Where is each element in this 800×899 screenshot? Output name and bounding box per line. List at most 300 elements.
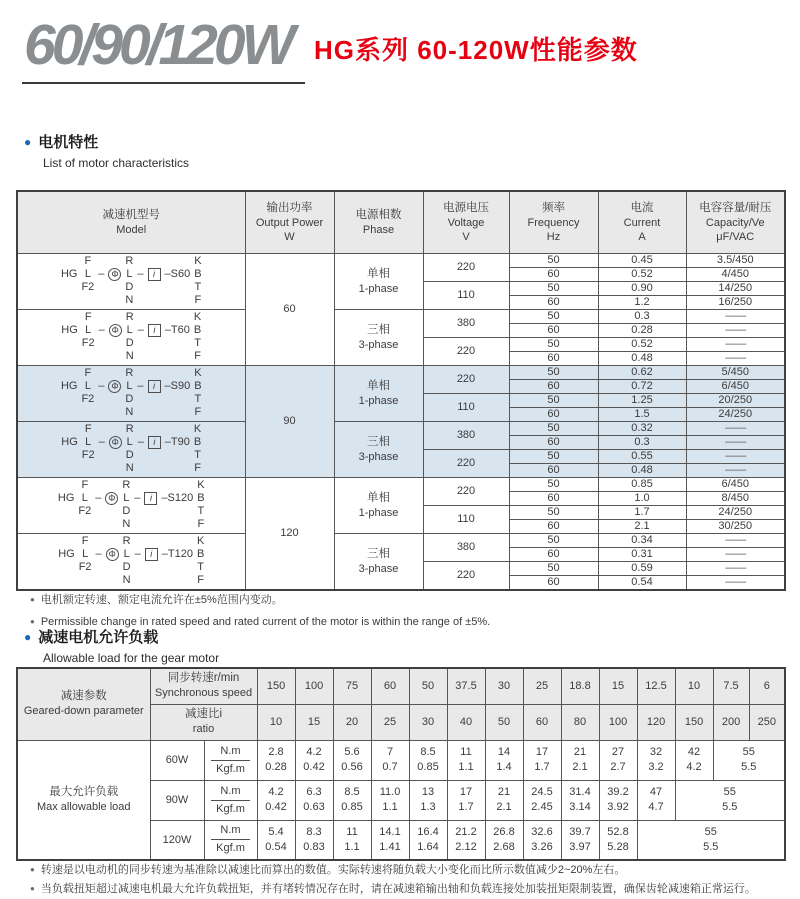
model-segment: HG [57,492,75,504]
motor-table-row [17,253,785,267]
model-option-stack: F L F2 [81,311,95,349]
torque-kgfm: 2.68 [493,840,515,853]
current-cell: 0.48 [598,463,686,477]
torque-kgfm: 0.7 [382,761,398,773]
model-segment: – [95,492,102,504]
power-label-cell: 120W [150,820,204,860]
capacity-cell: 24/250 [686,407,785,421]
phase-cell [334,477,423,533]
frame-placeholder-icon: Φ [106,548,119,561]
phase-en: 1-phase [358,394,399,407]
torque-kgfm: 5.5 [703,840,719,853]
current-cell: 0.31 [598,547,686,561]
phase-en: 1-phase [358,506,399,519]
torque-kgfm: 3.2 [648,761,664,773]
motor-characteristics-table [16,190,786,591]
capacity-cell: —— [686,449,785,463]
model-segment: – [98,268,105,280]
frame-placeholder-icon: Φ [109,324,122,337]
torque-nm: 17 [535,746,549,758]
torque-cell [371,780,409,820]
torque-cell [637,740,675,780]
ratio-value-cell: 150 [675,704,713,740]
max-load-label [17,740,150,860]
capacity-cell: —— [686,435,785,449]
model-option-stack: K B T F [197,479,205,530]
model-option-stack: K B T F [194,255,202,306]
speed-value-cell: 60 [371,668,409,704]
frame-placeholder-icon [109,311,122,363]
speed-header-en: Synchronous speed [154,687,253,700]
frequency-cell: 60 [509,379,598,393]
section-allowable-load [24,626,219,665]
param-header-en: Geared-down parameter [23,705,144,718]
section2-title-zh: ● 减速电机允许负载 [24,629,159,646]
ratio-value-cell: 100 [599,704,637,740]
torque-kgfm: 1.3 [420,801,436,813]
ratio-value-cell: 15 [295,704,333,740]
capacity-cell: 24/250 [686,505,785,519]
torque-kgfm: 1.1 [458,761,474,773]
column-header-zh: 电源电压 [443,201,489,214]
current-cell: 1.5 [598,407,686,421]
torque-kgfm: 1.1 [344,840,360,853]
torque-nm: 11.0 [379,786,401,798]
phase-zh: 三相 [367,323,390,336]
model-segment: – [134,548,141,560]
model-segment: HG [60,380,78,392]
unit-kgfm: Kgf.m [216,762,245,775]
model-code [18,479,245,531]
ratio-value-cell: 10 [257,704,295,740]
current-cell: 0.85 [598,477,686,491]
torque-kgfm: 4.2 [686,761,702,773]
ratio-placeholder-icon [144,479,157,531]
speed-value-cell: 18.8 [561,668,599,704]
capacity-cell: —— [686,309,785,323]
model-segment: –T60 [164,324,190,336]
current-cell: 0.59 [598,561,686,575]
motor-table-row [17,533,785,547]
unit-nm: N.m [211,784,250,801]
current-cell: 0.55 [598,449,686,463]
torque-cell [599,780,637,820]
capacity-cell: 6/450 [686,477,785,491]
current-cell: 0.34 [598,533,686,547]
frequency-cell: 50 [509,449,598,463]
current-cell: 0.54 [598,575,686,590]
capacity-cell: —— [686,337,785,351]
frequency-cell: 60 [509,295,598,309]
ratio-value-cell: 250 [749,704,785,740]
frame-placeholder-icon [105,479,118,531]
phase-en: 3-phase [358,450,399,463]
current-cell: 0.52 [598,267,686,281]
torque-cell [523,740,561,780]
torque-kgfm: 0.63 [303,801,325,813]
frequency-cell: 50 [509,477,598,491]
model-cell [17,309,245,365]
torque-cell [295,780,333,820]
current-cell: 1.0 [598,491,686,505]
column-header-unit: μF/VAC [716,230,755,243]
torque-nm: 16.4 [417,825,439,838]
torque-nm: 11 [460,746,472,758]
model-segment: – [98,436,105,448]
column-header-unit: W [284,230,295,243]
voltage-cell: 110 [423,281,509,309]
frame-placeholder-icon [106,535,119,587]
capacity-cell: —— [686,547,785,561]
capacity-cell: 5/450 [686,365,785,379]
current-cell: 0.32 [598,421,686,435]
ratio-placeholder-icon [148,311,161,363]
column-header [686,191,785,253]
current-cell: 0.3 [598,435,686,449]
model-option-stack: F L F2 [81,255,95,293]
torque-cell [561,780,599,820]
load-table-notes [30,861,756,899]
model-segment: HG [61,436,78,448]
unit-kgfm: Kgf.m [216,842,245,855]
torque-nm: 4.2 [268,786,284,798]
frequency-cell: 60 [509,491,598,505]
ratio-value-cell: 40 [447,704,485,740]
note-bullet-icon: ● [30,595,35,604]
voltage-cell: 220 [423,561,509,590]
model-option-stack: R L D N [125,311,134,362]
unit-nm: N.m [211,823,250,840]
torque-cell [371,740,409,780]
model-segment: –S60 [164,268,191,280]
bullet-icon: ● [24,630,32,644]
capacity-cell: —— [686,323,785,337]
voltage-cell: 220 [423,449,509,477]
model-option-stack: F L F2 [78,535,92,573]
column-header [17,191,245,253]
torque-kgfm: 1.1 [382,801,398,813]
column-header-en: Phase [362,223,395,236]
frequency-cell: 50 [509,505,598,519]
torque-kgfm: 2.1 [572,761,588,773]
column-header-zh: 输出功率 [266,201,313,214]
frequency-cell: 60 [509,519,598,533]
frequency-cell: 60 [509,323,598,337]
speed-value-cell: 15 [599,668,637,704]
unit-fraction [211,784,250,817]
frequency-cell: 60 [509,351,598,365]
current-cell: 2.1 [598,519,686,533]
frequency-cell: 50 [509,337,598,351]
torque-kgfm: 2.12 [455,840,477,853]
load-table-row [17,740,785,780]
column-header-unit: A [638,230,646,243]
model-option-stack: K B T F [193,423,202,474]
column-header [423,191,509,253]
torque-cell [257,740,295,780]
capacity-cell: —— [686,421,785,435]
note-bullet-icon: ● [30,617,35,626]
current-cell: 1.25 [598,393,686,407]
torque-cell-merged [675,780,785,820]
frequency-cell: 60 [509,267,598,281]
model-segment: – [134,492,141,504]
phase-zh: 单相 [367,267,390,280]
voltage-cell: 220 [423,253,509,281]
torque-nm: 26.8 [493,825,515,838]
ratio-placeholder-icon [148,423,161,475]
current-cell: 0.3 [598,309,686,323]
torque-cell [333,780,371,820]
column-header [598,191,686,253]
torque-nm: 14.1 [379,825,401,838]
torque-kgfm: 3.97 [569,840,591,853]
torque-kgfm: 4.7 [648,801,664,813]
torque-kgfm: 1.4 [496,761,512,773]
model-segment: HG [61,324,78,336]
capacity-cell: —— [686,463,785,477]
torque-cell-merged [713,740,785,780]
model-option-stack: K B T F [196,535,205,586]
torque-nm: 55 [723,786,736,798]
torque-cell [485,740,523,780]
torque-cell [599,820,637,860]
frequency-cell: 50 [509,365,598,379]
frequency-cell: 60 [509,575,598,590]
model-option-stack: R L D N [122,535,131,586]
max-load-zh: 最大允许负载 [49,785,119,798]
frequency-cell: 50 [509,393,598,407]
capacity-cell: 16/250 [686,295,785,309]
phase-zh: 三相 [367,435,390,448]
ratio-header [150,704,257,740]
power-label-cell: 90W [150,780,204,820]
model-cell [17,533,245,590]
model-segment: –T90 [164,436,190,448]
torque-nm: 21 [573,746,587,758]
allowable-load-table [16,667,786,861]
torque-cell [637,780,675,820]
ratio-value-cell: 60 [523,704,561,740]
speed-header-zh: 同步转速r/min [167,672,240,685]
torque-cell [295,740,333,780]
torque-nm: 6.3 [306,786,322,798]
torque-cell [257,780,295,820]
model-option-stack: F L F2 [81,423,95,461]
capacity-cell: 3.5/450 [686,253,785,267]
column-header-unit: Hz [546,230,561,243]
phase-zh: 单相 [367,379,390,392]
bullet-icon: ● [24,135,32,149]
frame-placeholder-icon: Φ [105,492,118,505]
column-header-en: Current [623,216,661,229]
phase-cell [334,365,423,421]
frequency-cell: 50 [509,533,598,547]
model-option-stack: F L F2 [81,367,95,405]
torque-cell [333,740,371,780]
capacity-cell: 8/450 [686,491,785,505]
ratio-value-cell: 30 [409,704,447,740]
torque-kgfm: 5.5 [722,801,738,813]
model-cell [17,365,245,421]
speed-value-cell: 25 [523,668,561,704]
model-code [18,423,245,475]
current-cell: 0.28 [598,323,686,337]
frame-placeholder-icon [108,255,121,307]
speed-value-cell: 37.5 [447,668,485,704]
torque-cell [523,820,561,860]
torque-nm: 32.6 [531,825,553,838]
speed-value-cell: 7.5 [713,668,749,704]
column-header-en: Output Power [255,216,324,229]
note-line: ● 转速是以电动机的同步转速为基准除以减速比而算出的数值。实际转速将随负载大小变化而比所示数值减少2~20%左右。 [30,864,626,876]
frame-placeholder-icon [109,423,122,475]
model-code [18,535,245,587]
torque-nm: 47 [649,786,663,798]
column-header [245,191,334,253]
torque-cell [409,820,447,860]
ratio-placeholder-icon: i [144,492,157,505]
model-segment: – [98,380,105,392]
capacity-cell: 6/450 [686,379,785,393]
unit-cell [204,740,257,780]
column-header [334,191,423,253]
model-segment: –T120 [161,548,193,560]
torque-kgfm: 0.54 [265,840,287,853]
note-bullet-icon: ● [30,865,35,874]
section1-title-en: List of motor characteristics [43,156,190,170]
capacity-cell: 14/250 [686,281,785,295]
ratio-header-zh: 减速比i [184,708,223,720]
frequency-cell: 50 [509,421,598,435]
torque-cell [333,820,371,860]
voltage-cell: 380 [423,309,509,337]
torque-kgfm: 1.7 [534,761,550,773]
torque-nm: 17 [459,786,473,798]
motor-table-row [17,421,785,435]
torque-nm: 2.8 [268,746,284,758]
torque-nm: 4.2 [306,746,322,758]
speed-value-cell: 100 [295,668,333,704]
ratio-placeholder-icon: i [148,324,161,337]
torque-kgfm: 2.45 [531,801,553,813]
torque-cell [561,820,599,860]
motor-table-header-row [17,191,785,253]
power-label-cell: 60W [150,740,204,780]
param-header [17,668,150,740]
torque-kgfm: 1.7 [458,801,474,813]
torque-cell [409,740,447,780]
torque-nm: 11 [346,825,358,838]
column-header-zh: 电流 [630,201,654,214]
torque-nm: 39.7 [569,825,591,838]
model-segment: HG [60,268,78,280]
torque-nm: 39.2 [607,786,629,798]
capacity-cell: 30/250 [686,519,785,533]
capacity-cell: —— [686,561,785,575]
voltage-cell: 220 [423,477,509,505]
phase-zh: 三相 [367,547,390,560]
frequency-cell: 50 [509,561,598,575]
phase-cell [334,421,423,477]
column-header [509,191,598,253]
model-segment: HG [58,548,75,560]
torque-nm: 24.5 [531,786,553,798]
note-line: ● Permissible change in rated speed and rated current of the motor is within the range of ±5%. [30,616,491,628]
torque-cell [447,820,485,860]
torque-cell [561,740,599,780]
model-segment: – [137,380,144,392]
frame-placeholder-icon [108,367,121,419]
model-segment: – [137,436,144,448]
torque-cell [485,780,523,820]
note-line: ● 电机额定转速、额定电流允许在±5%范围内变动。 [30,594,283,606]
model-segment: – [137,324,144,336]
frequency-cell: 60 [509,407,598,421]
model-segment: –S90 [164,380,191,392]
model-segment: – [137,268,144,280]
current-cell: 0.48 [598,351,686,365]
ratio-placeholder-icon [148,255,161,307]
frame-placeholder-icon: Φ [108,268,121,281]
torque-nm: 8.5 [420,746,436,758]
phase-cell [334,533,423,590]
torque-cell [409,780,447,820]
column-header-zh: 减速机型号 [102,208,160,221]
voltage-cell: 110 [423,505,509,533]
phase-en: 3-phase [358,562,399,575]
section2-title-en: Allowable load for the gear motor [43,651,220,665]
speed-value-cell: 150 [257,668,295,704]
motor-table-row [17,365,785,379]
unit-fraction [211,744,250,777]
current-cell: 0.62 [598,365,686,379]
unit-kgfm: Kgf.m [216,802,245,815]
column-header-en: Voltage [447,216,485,229]
torque-kgfm: 0.42 [303,761,325,773]
torque-cell-merged [637,820,785,860]
frequency-cell: 50 [509,281,598,295]
column-header-zh: 电源相数 [355,208,402,221]
ratio-value-cell: 80 [561,704,599,740]
torque-nm: 5.6 [344,746,360,758]
torque-nm: 55 [704,825,717,838]
load-table-header-row [17,668,785,704]
voltage-cell: 220 [423,365,509,393]
torque-kgfm: 2.7 [610,761,626,773]
model-cell [17,421,245,477]
torque-kgfm: 1.64 [417,840,439,853]
torque-nm: 8.5 [344,786,360,798]
model-code [18,255,245,307]
phase-cell [334,309,423,365]
torque-nm: 52.8 [607,825,629,838]
page-title: 60/90/120W [22,14,305,84]
column-header-en: Capacity/Ve [705,216,765,229]
speed-value-cell: 75 [333,668,371,704]
frequency-cell: 50 [509,309,598,323]
ratio-value-cell: 120 [637,704,675,740]
capacity-cell: 20/250 [686,393,785,407]
model-option-stack: K B T F [193,311,202,362]
output-power-cell: 90 [245,365,334,477]
frame-placeholder-icon: Φ [108,380,121,393]
torque-kgfm: 3.26 [531,840,553,853]
torque-kgfm: 0.42 [265,801,287,813]
voltage-cell: 380 [423,533,509,561]
torque-kgfm: 0.56 [341,761,363,773]
torque-cell [485,820,523,860]
